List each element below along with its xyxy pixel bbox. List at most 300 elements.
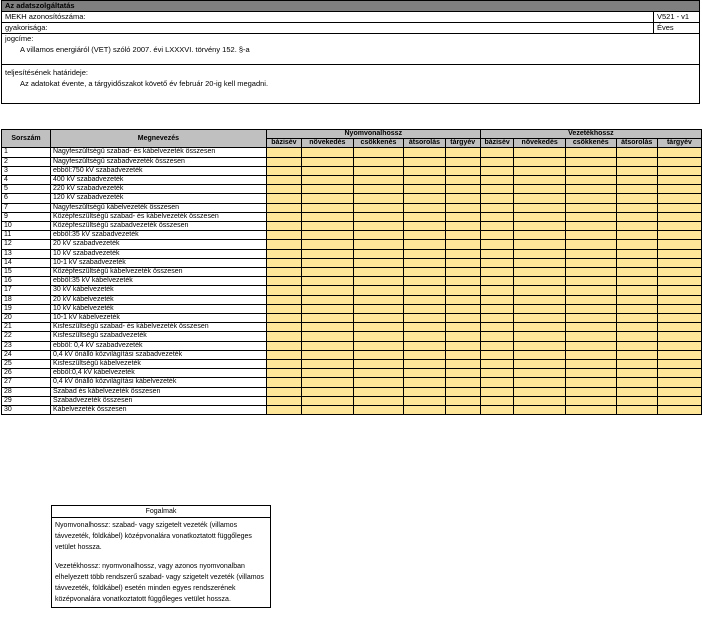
input-cell[interactable]	[616, 176, 657, 185]
input-cell[interactable]	[616, 194, 657, 203]
input-cell[interactable]	[480, 185, 514, 194]
input-cell[interactable]	[480, 268, 514, 277]
input-cell[interactable]	[480, 222, 514, 231]
input-cell[interactable]	[514, 185, 566, 194]
input-cell[interactable]	[565, 396, 616, 405]
input-cell[interactable]	[657, 277, 701, 286]
input-cell[interactable]	[353, 378, 404, 387]
input-cell[interactable]	[404, 157, 445, 166]
input-cell[interactable]	[657, 240, 701, 249]
input-cell[interactable]	[657, 268, 701, 277]
input-cell[interactable]	[445, 350, 480, 359]
input-cell[interactable]	[266, 304, 301, 313]
input-cell[interactable]	[302, 222, 354, 231]
input-cell[interactable]	[616, 396, 657, 405]
input-cell[interactable]	[616, 406, 657, 415]
input-cell[interactable]	[616, 314, 657, 323]
input-cell[interactable]	[480, 277, 514, 286]
input-cell[interactable]	[353, 406, 404, 415]
input-cell[interactable]	[404, 194, 445, 203]
input-cell[interactable]	[353, 369, 404, 378]
input-cell[interactable]	[445, 387, 480, 396]
input-cell[interactable]	[657, 350, 701, 359]
input-cell[interactable]	[266, 406, 301, 415]
input-cell[interactable]	[404, 387, 445, 396]
input-cell[interactable]	[445, 203, 480, 212]
input-cell[interactable]	[266, 369, 301, 378]
input-cell[interactable]	[353, 249, 404, 258]
input-cell[interactable]	[514, 396, 566, 405]
input-cell[interactable]	[616, 268, 657, 277]
input-cell[interactable]	[266, 360, 301, 369]
input-cell[interactable]	[404, 304, 445, 313]
input-cell[interactable]	[353, 396, 404, 405]
input-cell[interactable]	[302, 240, 354, 249]
input-cell[interactable]	[514, 387, 566, 396]
input-cell[interactable]	[445, 240, 480, 249]
input-cell[interactable]	[565, 166, 616, 175]
input-cell[interactable]	[565, 387, 616, 396]
input-cell[interactable]	[404, 332, 445, 341]
input-cell[interactable]	[657, 378, 701, 387]
input-cell[interactable]	[480, 369, 514, 378]
input-cell[interactable]	[266, 258, 301, 267]
input-cell[interactable]	[266, 249, 301, 258]
input-cell[interactable]	[657, 286, 701, 295]
input-cell[interactable]	[480, 203, 514, 212]
input-cell[interactable]	[616, 240, 657, 249]
input-cell[interactable]	[445, 231, 480, 240]
input-cell[interactable]	[266, 396, 301, 405]
table-row	[2, 323, 702, 332]
input-cell[interactable]	[480, 332, 514, 341]
input-cell[interactable]	[514, 268, 566, 277]
input-cell[interactable]	[353, 286, 404, 295]
input-cell[interactable]	[302, 194, 354, 203]
input-cell[interactable]	[565, 194, 616, 203]
input-cell[interactable]	[353, 203, 404, 212]
input-cell[interactable]	[266, 148, 301, 157]
input-cell[interactable]	[445, 258, 480, 267]
input-cell[interactable]	[353, 231, 404, 240]
input-cell[interactable]	[616, 286, 657, 295]
input-cell[interactable]	[445, 148, 480, 157]
input-cell[interactable]	[302, 396, 354, 405]
input-cell[interactable]	[616, 222, 657, 231]
row-number: 29	[2, 396, 51, 405]
input-cell[interactable]	[565, 222, 616, 231]
input-cell[interactable]	[565, 148, 616, 157]
input-cell[interactable]	[302, 378, 354, 387]
input-cell[interactable]	[302, 360, 354, 369]
input-cell[interactable]	[302, 231, 354, 240]
input-cell[interactable]	[565, 185, 616, 194]
input-cell[interactable]	[353, 332, 404, 341]
input-cell[interactable]	[445, 396, 480, 405]
input-cell[interactable]	[404, 350, 445, 359]
input-cell[interactable]	[302, 249, 354, 258]
input-cell[interactable]	[404, 231, 445, 240]
input-cell[interactable]	[565, 277, 616, 286]
input-cell[interactable]	[616, 369, 657, 378]
input-cell[interactable]	[404, 240, 445, 249]
input-cell[interactable]	[514, 378, 566, 387]
input-cell[interactable]	[514, 360, 566, 369]
input-cell[interactable]	[657, 332, 701, 341]
input-cell[interactable]	[266, 222, 301, 231]
input-cell[interactable]	[480, 406, 514, 415]
input-cell[interactable]	[302, 176, 354, 185]
input-cell[interactable]	[302, 212, 354, 221]
input-cell[interactable]	[616, 332, 657, 341]
input-cell[interactable]	[565, 369, 616, 378]
input-cell[interactable]	[514, 295, 566, 304]
input-cell[interactable]	[514, 304, 566, 313]
input-cell[interactable]	[404, 249, 445, 258]
input-cell[interactable]	[266, 332, 301, 341]
input-cell[interactable]	[657, 406, 701, 415]
input-cell[interactable]	[565, 203, 616, 212]
input-cell[interactable]	[514, 240, 566, 249]
input-cell[interactable]	[404, 185, 445, 194]
input-cell[interactable]	[302, 314, 354, 323]
input-cell[interactable]	[404, 176, 445, 185]
input-cell[interactable]	[514, 176, 566, 185]
input-cell[interactable]	[657, 295, 701, 304]
input-cell[interactable]	[480, 387, 514, 396]
input-cell[interactable]	[266, 176, 301, 185]
input-cell[interactable]	[302, 341, 354, 350]
input-cell[interactable]	[353, 222, 404, 231]
input-cell[interactable]	[302, 203, 354, 212]
input-cell[interactable]	[514, 277, 566, 286]
input-cell[interactable]	[404, 203, 445, 212]
input-cell[interactable]	[514, 212, 566, 221]
input-cell[interactable]	[565, 323, 616, 332]
input-cell[interactable]	[353, 341, 404, 350]
input-cell[interactable]	[404, 222, 445, 231]
input-cell[interactable]	[514, 314, 566, 323]
input-cell[interactable]	[616, 231, 657, 240]
input-cell[interactable]	[404, 314, 445, 323]
input-cell[interactable]	[616, 304, 657, 313]
input-cell[interactable]	[657, 203, 701, 212]
input-cell[interactable]	[404, 212, 445, 221]
input-cell[interactable]	[480, 350, 514, 359]
input-cell[interactable]	[657, 369, 701, 378]
input-cell[interactable]	[657, 341, 701, 350]
input-cell[interactable]	[616, 360, 657, 369]
input-cell[interactable]	[404, 360, 445, 369]
input-cell[interactable]	[302, 369, 354, 378]
input-cell[interactable]	[514, 406, 566, 415]
input-cell[interactable]	[353, 212, 404, 221]
input-cell[interactable]	[565, 176, 616, 185]
input-cell[interactable]	[514, 194, 566, 203]
input-cell[interactable]	[616, 157, 657, 166]
input-cell[interactable]	[657, 258, 701, 267]
input-cell[interactable]	[616, 203, 657, 212]
input-cell[interactable]	[266, 194, 301, 203]
input-cell[interactable]	[445, 341, 480, 350]
input-cell[interactable]	[565, 350, 616, 359]
input-cell[interactable]	[404, 268, 445, 277]
input-cell[interactable]	[353, 304, 404, 313]
input-cell[interactable]	[657, 194, 701, 203]
input-cell[interactable]	[266, 314, 301, 323]
row-number: 4	[2, 176, 51, 185]
input-cell[interactable]	[616, 258, 657, 267]
input-cell[interactable]	[565, 249, 616, 258]
input-cell[interactable]	[480, 249, 514, 258]
input-cell[interactable]	[353, 176, 404, 185]
input-cell[interactable]	[302, 295, 354, 304]
input-cell[interactable]	[565, 295, 616, 304]
input-cell[interactable]	[514, 341, 566, 350]
input-cell[interactable]	[514, 231, 566, 240]
input-cell[interactable]	[565, 406, 616, 415]
input-cell[interactable]	[445, 176, 480, 185]
input-cell[interactable]	[302, 387, 354, 396]
input-cell[interactable]	[480, 378, 514, 387]
input-cell[interactable]	[353, 185, 404, 194]
table-row	[2, 360, 702, 369]
table-row	[2, 350, 702, 359]
input-cell[interactable]	[480, 341, 514, 350]
input-cell[interactable]	[657, 231, 701, 240]
input-cell[interactable]	[445, 268, 480, 277]
input-cell[interactable]	[445, 212, 480, 221]
input-cell[interactable]	[302, 323, 354, 332]
input-cell[interactable]	[657, 304, 701, 313]
input-cell[interactable]	[353, 360, 404, 369]
input-cell[interactable]	[616, 249, 657, 258]
input-cell[interactable]	[657, 212, 701, 221]
input-cell[interactable]	[353, 314, 404, 323]
input-cell[interactable]	[616, 378, 657, 387]
input-cell[interactable]	[616, 166, 657, 175]
input-cell[interactable]	[480, 286, 514, 295]
input-cell[interactable]	[480, 258, 514, 267]
input-cell[interactable]	[480, 148, 514, 157]
input-cell[interactable]	[353, 268, 404, 277]
input-cell[interactable]	[353, 148, 404, 157]
input-cell[interactable]	[353, 387, 404, 396]
input-cell[interactable]	[657, 176, 701, 185]
input-cell[interactable]	[302, 258, 354, 267]
input-cell[interactable]	[480, 360, 514, 369]
input-cell[interactable]	[514, 323, 566, 332]
input-cell[interactable]	[445, 277, 480, 286]
input-cell[interactable]	[445, 378, 480, 387]
subcol-header: növekedés	[302, 139, 354, 148]
input-cell[interactable]	[480, 157, 514, 166]
input-cell[interactable]	[445, 323, 480, 332]
input-cell[interactable]	[565, 360, 616, 369]
input-cell[interactable]	[445, 222, 480, 231]
input-cell[interactable]	[353, 277, 404, 286]
input-cell[interactable]	[266, 240, 301, 249]
input-cell[interactable]	[616, 350, 657, 359]
input-cell[interactable]	[445, 406, 480, 415]
input-cell[interactable]	[445, 314, 480, 323]
input-cell[interactable]	[565, 268, 616, 277]
input-cell[interactable]	[404, 295, 445, 304]
input-cell[interactable]	[616, 148, 657, 157]
input-cell[interactable]	[404, 406, 445, 415]
input-cell[interactable]	[445, 157, 480, 166]
input-cell[interactable]	[445, 332, 480, 341]
input-cell[interactable]	[514, 222, 566, 231]
input-cell[interactable]	[616, 387, 657, 396]
input-cell[interactable]	[266, 185, 301, 194]
input-cell[interactable]	[565, 304, 616, 313]
input-cell[interactable]	[657, 387, 701, 396]
input-cell[interactable]	[353, 240, 404, 249]
subcol-header: bázisév	[480, 139, 514, 148]
input-cell[interactable]	[480, 212, 514, 221]
input-cell[interactable]	[480, 166, 514, 175]
input-cell[interactable]	[266, 378, 301, 387]
input-cell[interactable]	[514, 166, 566, 175]
input-cell[interactable]	[514, 286, 566, 295]
input-cell[interactable]	[266, 166, 301, 175]
input-cell[interactable]	[657, 185, 701, 194]
input-cell[interactable]	[657, 157, 701, 166]
input-cell[interactable]	[353, 157, 404, 166]
input-cell[interactable]	[657, 323, 701, 332]
input-cell[interactable]	[266, 341, 301, 350]
input-cell[interactable]	[565, 332, 616, 341]
input-cell[interactable]	[404, 369, 445, 378]
input-cell[interactable]	[404, 277, 445, 286]
input-cell[interactable]	[302, 350, 354, 359]
input-cell[interactable]	[302, 304, 354, 313]
input-cell[interactable]	[445, 304, 480, 313]
input-cell[interactable]	[616, 277, 657, 286]
input-cell[interactable]	[514, 350, 566, 359]
input-cell[interactable]	[404, 323, 445, 332]
input-cell[interactable]	[445, 166, 480, 175]
input-cell[interactable]	[445, 360, 480, 369]
input-cell[interactable]	[657, 249, 701, 258]
input-cell[interactable]	[657, 360, 701, 369]
input-cell[interactable]	[514, 369, 566, 378]
input-cell[interactable]	[266, 157, 301, 166]
input-cell[interactable]	[657, 148, 701, 157]
input-cell[interactable]	[353, 295, 404, 304]
input-cell[interactable]	[445, 194, 480, 203]
input-cell[interactable]	[266, 277, 301, 286]
input-cell[interactable]	[266, 286, 301, 295]
input-cell[interactable]	[445, 295, 480, 304]
input-cell[interactable]	[480, 304, 514, 313]
input-cell[interactable]	[445, 249, 480, 258]
input-cell[interactable]	[404, 378, 445, 387]
input-cell[interactable]	[480, 231, 514, 240]
input-cell[interactable]	[657, 314, 701, 323]
input-cell[interactable]	[657, 166, 701, 175]
input-cell[interactable]	[302, 406, 354, 415]
input-cell[interactable]	[514, 203, 566, 212]
input-cell[interactable]	[266, 268, 301, 277]
input-cell[interactable]	[616, 341, 657, 350]
input-cell[interactable]	[353, 350, 404, 359]
input-cell[interactable]	[266, 231, 301, 240]
input-cell[interactable]	[266, 323, 301, 332]
input-cell[interactable]	[616, 185, 657, 194]
input-cell[interactable]	[404, 258, 445, 267]
input-cell[interactable]	[657, 222, 701, 231]
input-cell[interactable]	[266, 295, 301, 304]
input-cell[interactable]	[565, 286, 616, 295]
input-cell[interactable]	[480, 176, 514, 185]
input-cell[interactable]	[404, 148, 445, 157]
input-cell[interactable]	[514, 258, 566, 267]
table-row	[2, 157, 702, 166]
input-cell[interactable]	[302, 157, 354, 166]
input-cell[interactable]	[445, 286, 480, 295]
input-cell[interactable]	[404, 341, 445, 350]
input-cell[interactable]	[302, 286, 354, 295]
input-cell[interactable]	[616, 323, 657, 332]
input-cell[interactable]	[565, 240, 616, 249]
input-cell[interactable]	[565, 378, 616, 387]
input-cell[interactable]	[480, 314, 514, 323]
input-cell[interactable]	[266, 350, 301, 359]
input-cell[interactable]	[565, 314, 616, 323]
input-cell[interactable]	[565, 157, 616, 166]
input-cell[interactable]	[514, 332, 566, 341]
input-cell[interactable]	[353, 194, 404, 203]
input-cell[interactable]	[266, 212, 301, 221]
input-cell[interactable]	[565, 231, 616, 240]
input-cell[interactable]	[404, 286, 445, 295]
input-cell[interactable]	[480, 396, 514, 405]
input-cell[interactable]	[480, 295, 514, 304]
input-cell[interactable]	[514, 148, 566, 157]
input-cell[interactable]	[565, 212, 616, 221]
input-cell[interactable]	[302, 332, 354, 341]
subcol-header: csökkenés	[353, 139, 404, 148]
input-cell[interactable]	[616, 295, 657, 304]
row-name: Kisfeszültségű szabad- és kábelvezeték összesen	[50, 323, 266, 332]
input-cell[interactable]	[302, 185, 354, 194]
input-cell[interactable]	[480, 323, 514, 332]
input-cell[interactable]	[353, 258, 404, 267]
input-cell[interactable]	[302, 166, 354, 175]
input-cell[interactable]	[514, 249, 566, 258]
input-cell[interactable]	[514, 157, 566, 166]
input-cell[interactable]	[353, 166, 404, 175]
input-cell[interactable]	[657, 396, 701, 405]
input-cell[interactable]	[480, 240, 514, 249]
input-cell[interactable]	[445, 369, 480, 378]
input-cell[interactable]	[302, 277, 354, 286]
input-cell[interactable]	[565, 258, 616, 267]
input-cell[interactable]	[480, 194, 514, 203]
input-cell[interactable]	[266, 387, 301, 396]
input-cell[interactable]	[445, 185, 480, 194]
input-cell[interactable]	[404, 396, 445, 405]
input-cell[interactable]	[404, 166, 445, 175]
input-cell[interactable]	[266, 203, 301, 212]
input-cell[interactable]	[302, 268, 354, 277]
input-cell[interactable]	[565, 341, 616, 350]
input-cell[interactable]	[302, 148, 354, 157]
input-cell[interactable]	[353, 323, 404, 332]
input-cell[interactable]	[616, 212, 657, 221]
